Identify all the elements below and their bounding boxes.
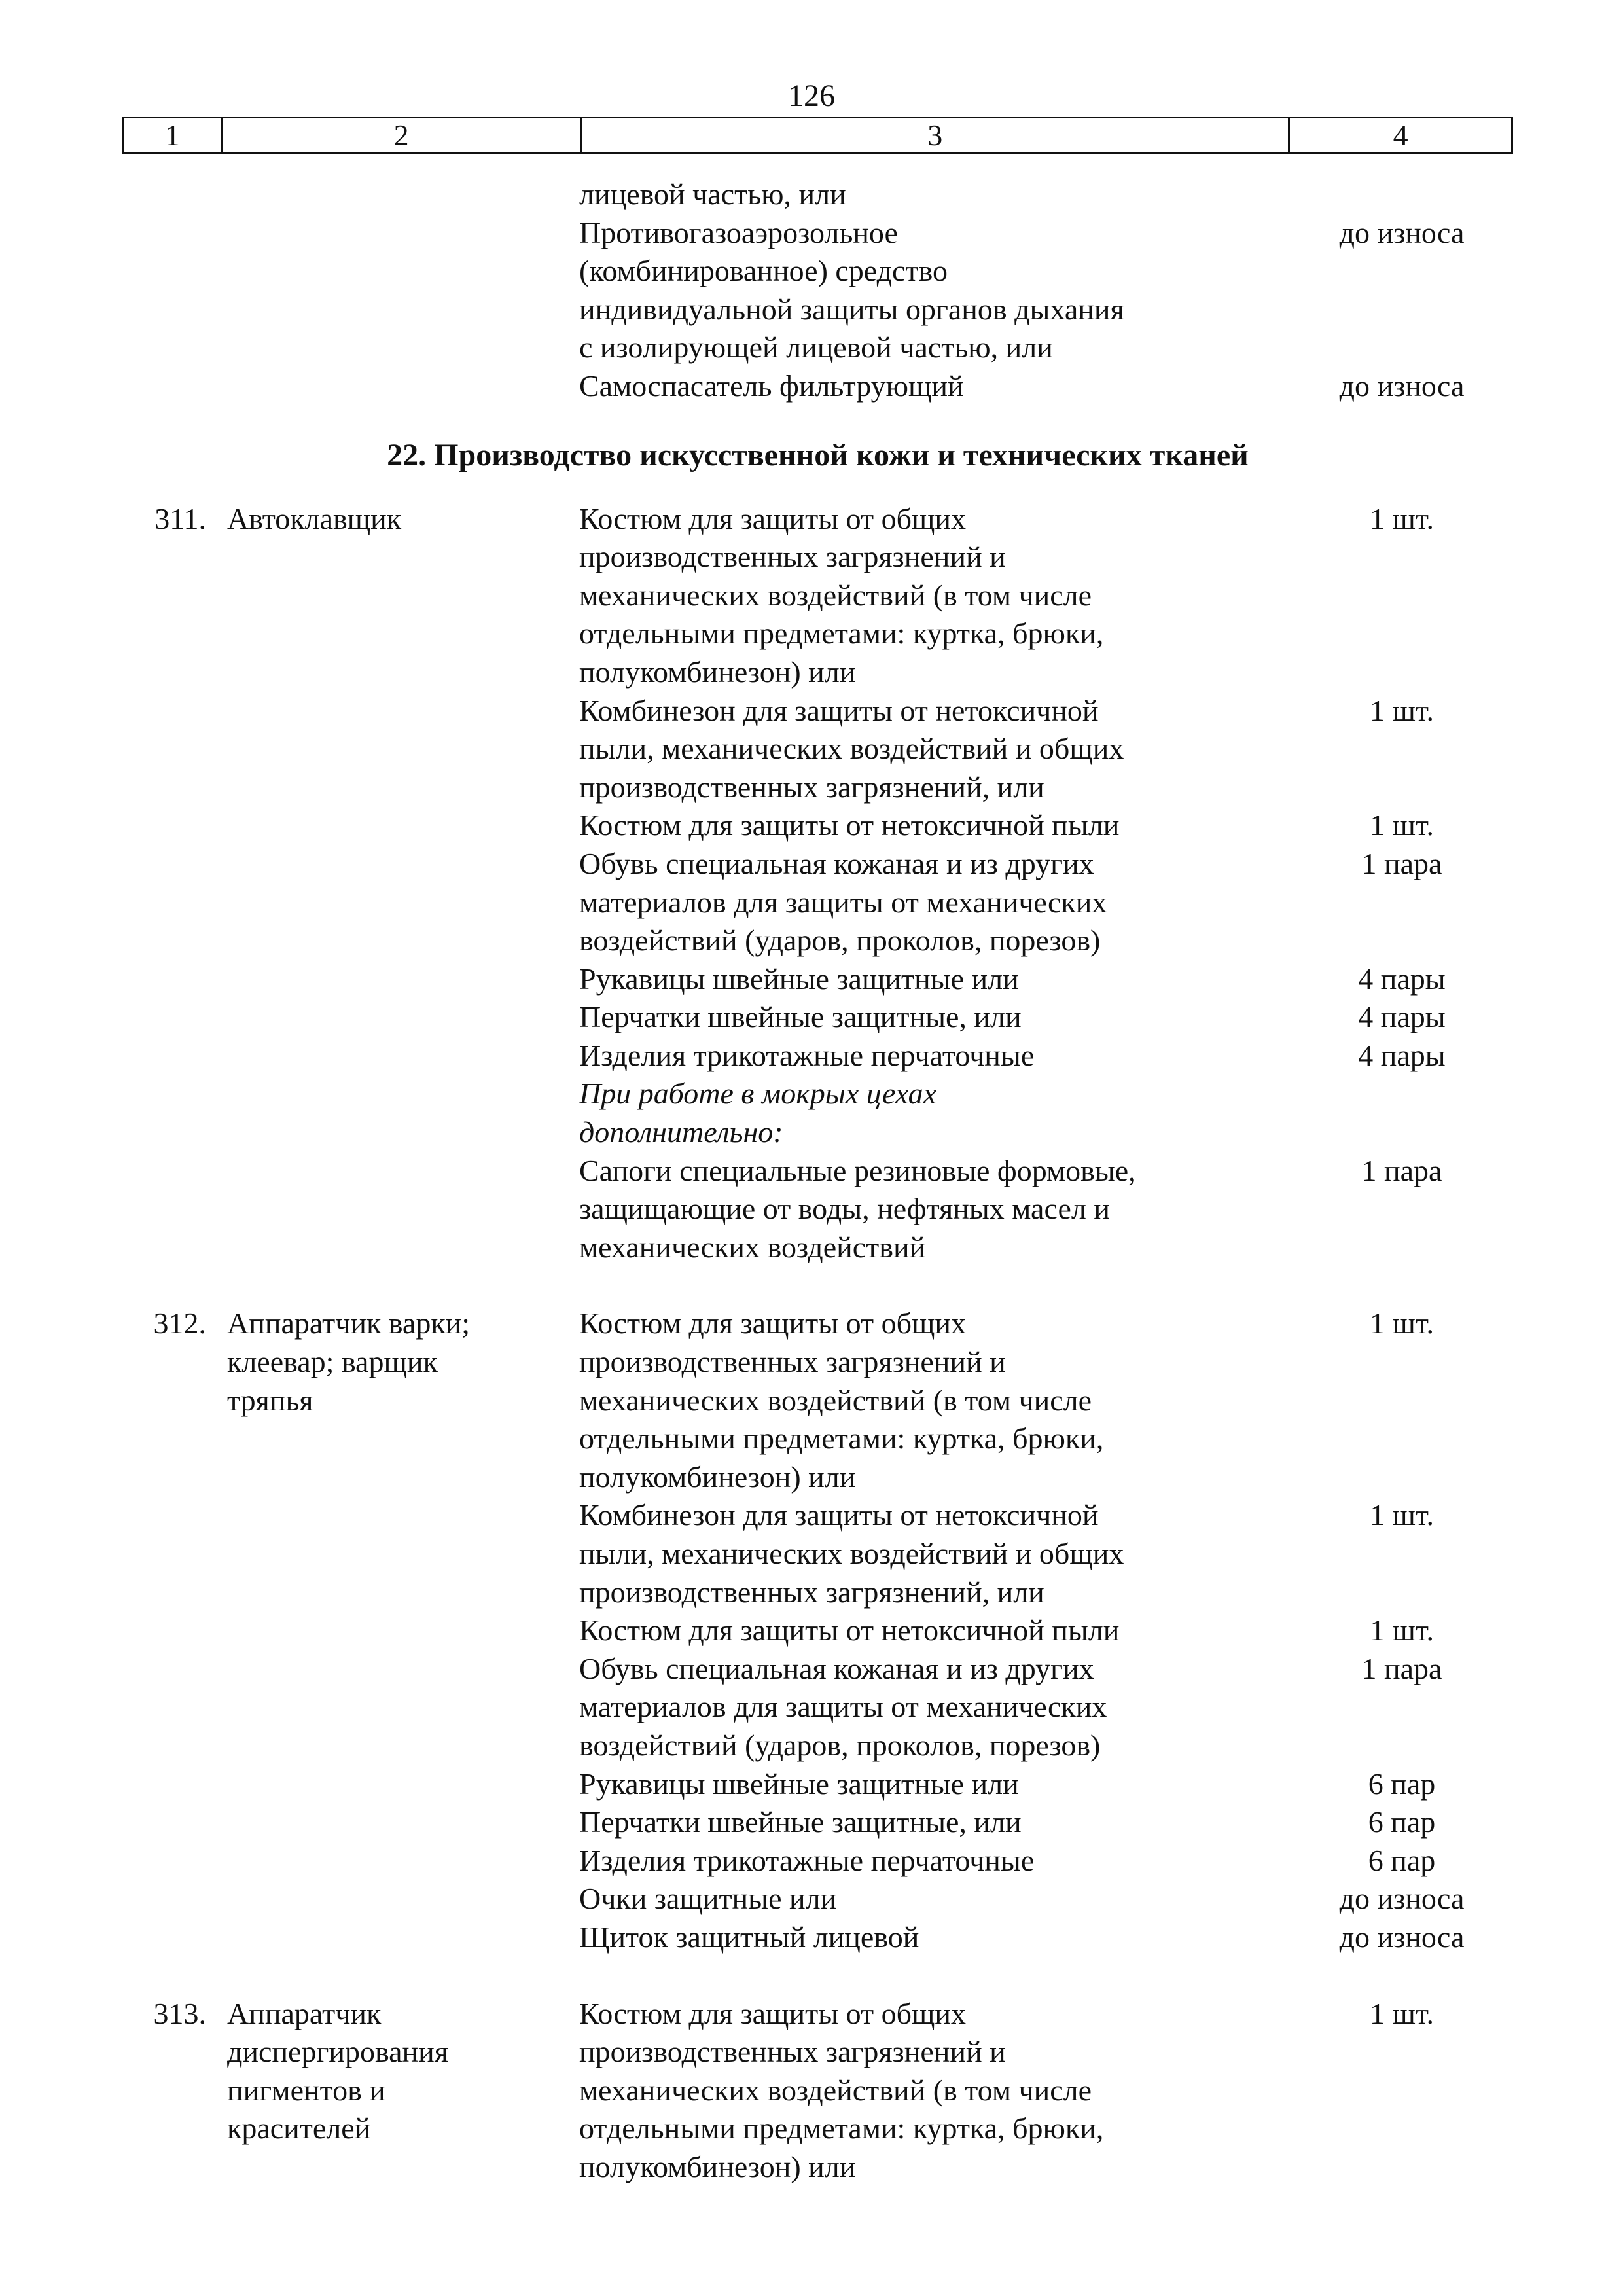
item-text: воздействий (ударов, проколов, порезов) bbox=[579, 1728, 1101, 1762]
item-quantity: 6 пар bbox=[1368, 1767, 1436, 1801]
item-quantity bbox=[1291, 175, 1513, 214]
item-quantity bbox=[1291, 2033, 1513, 2072]
item-text: дополнительно: bbox=[579, 1115, 783, 1149]
item-quantity: 1 пара bbox=[1361, 846, 1442, 880]
item-line bbox=[579, 1650, 1513, 1689]
item-line bbox=[579, 922, 1513, 960]
item-line bbox=[579, 1688, 1513, 1727]
item-quantity bbox=[1291, 730, 1513, 768]
item-line bbox=[579, 291, 1513, 329]
item-line bbox=[579, 1190, 1513, 1229]
item-quantity bbox=[1291, 1420, 1513, 1458]
item-line bbox=[579, 1803, 1513, 1842]
item-text: Комбинезон для защиты от нетоксичной bbox=[579, 693, 1099, 727]
item-line bbox=[579, 1765, 1513, 1804]
item-quantity bbox=[1291, 922, 1513, 960]
item-text: воздействий (ударов, проколов, порезов) bbox=[579, 924, 1101, 958]
item-text: материалов для защиты от механических bbox=[579, 885, 1107, 919]
item-line bbox=[579, 1535, 1513, 1573]
item-text: Рукавицы швейные защитные или bbox=[579, 961, 1019, 996]
item-line bbox=[579, 1304, 1513, 1343]
item-line bbox=[579, 367, 1513, 406]
item-quantity bbox=[1291, 291, 1513, 329]
item-text: отдельными предметами: куртка, брюки, bbox=[579, 617, 1104, 651]
item-quantity bbox=[1291, 1573, 1513, 1612]
entry-title-line: тряпья bbox=[227, 1383, 313, 1417]
item-line bbox=[579, 1075, 1513, 1113]
item-text: Перчатки швейные защитные, или bbox=[579, 1805, 1022, 1839]
item-text: Костюм для защиты от общих bbox=[579, 1996, 967, 2030]
item-quantity: 6 пар bbox=[1368, 1843, 1436, 1877]
item-text: лицевой частью, или bbox=[579, 177, 846, 211]
continued-block bbox=[122, 175, 1513, 406]
item-text: Перчатки швейные защитные, или bbox=[579, 1000, 1022, 1034]
item-line bbox=[579, 214, 1513, 253]
item-line bbox=[579, 1842, 1513, 1880]
entry-title-line: Аппаратчик bbox=[227, 1996, 382, 2030]
item-quantity: 1 шт. bbox=[1369, 1306, 1435, 1340]
item-line bbox=[579, 175, 1513, 214]
item-quantity: 1 шт. bbox=[1369, 1996, 1435, 2030]
item-text: производственных загрязнений, или bbox=[579, 770, 1044, 804]
item-line bbox=[579, 730, 1513, 768]
item-quantity: 1 пара bbox=[1361, 1651, 1442, 1685]
item-quantity bbox=[1291, 1229, 1513, 1267]
item-quantity bbox=[1291, 538, 1513, 577]
entry-row bbox=[122, 500, 1513, 1267]
item-quantity bbox=[1291, 884, 1513, 922]
item-quantity bbox=[1291, 1727, 1513, 1765]
item-line bbox=[579, 1037, 1513, 1075]
column-header-4: 4 bbox=[1289, 118, 1512, 154]
item-text: механических воздействий (в том числе bbox=[579, 2073, 1092, 2107]
entry-items bbox=[579, 1304, 1513, 1956]
entry-title-line: диспергирования bbox=[227, 2035, 448, 2069]
item-quantity: до износа bbox=[1339, 215, 1465, 249]
entry-title-line: Автоклавщик bbox=[227, 501, 402, 535]
item-line bbox=[579, 1113, 1513, 1152]
entry-items bbox=[579, 500, 1513, 1267]
item-quantity bbox=[1291, 653, 1513, 692]
item-line bbox=[579, 500, 1513, 539]
item-quantity: до износа bbox=[1339, 1920, 1465, 1954]
entry-title-line: Аппаратчик варки; bbox=[227, 1306, 471, 1340]
entry-spacer bbox=[122, 1266, 1513, 1304]
item-line bbox=[579, 329, 1513, 367]
item-text: Костюм для защиты от нетоксичной пыли bbox=[579, 1613, 1120, 1647]
item-text: защищающие от воды, нефтяных масел и bbox=[579, 1192, 1110, 1226]
item-quantity bbox=[1291, 252, 1513, 291]
item-line bbox=[579, 1611, 1513, 1650]
item-quantity bbox=[1291, 577, 1513, 615]
item-line bbox=[579, 806, 1513, 845]
item-text: производственных загрязнений, или bbox=[579, 1575, 1044, 1609]
item-quantity: 6 пар bbox=[1368, 1805, 1436, 1839]
item-text: механических воздействий (в том числе bbox=[579, 1383, 1092, 1417]
item-text: Противогазоаэрозольное bbox=[579, 215, 898, 249]
item-line bbox=[579, 884, 1513, 922]
item-text: Изделия трикотажные перчаточные bbox=[579, 1843, 1035, 1877]
item-line bbox=[579, 1727, 1513, 1765]
entry-number: 313. bbox=[153, 1996, 206, 2030]
item-quantity bbox=[1291, 1535, 1513, 1573]
entry-row bbox=[122, 1995, 1513, 2187]
item-quantity bbox=[1291, 768, 1513, 807]
item-quantity bbox=[1291, 2072, 1513, 2110]
document-body bbox=[122, 175, 1513, 2187]
item-text: Рукавицы швейные защитные или bbox=[579, 1767, 1019, 1801]
item-quantity: 1 шт. bbox=[1369, 1498, 1435, 1532]
item-text: производственных загрязнений и bbox=[579, 1345, 1006, 1379]
item-line bbox=[579, 577, 1513, 615]
entry-title bbox=[219, 500, 579, 539]
item-quantity: 4 пары bbox=[1358, 1038, 1446, 1072]
item-text: механических воздействий bbox=[579, 1230, 926, 1264]
entry-items bbox=[579, 1995, 1513, 2187]
item-text: механических воздействий (в том числе bbox=[579, 578, 1092, 612]
item-line bbox=[579, 1918, 1513, 1957]
item-text: (комбинированное) средство bbox=[579, 254, 948, 288]
item-text: полукомбинезон) или bbox=[579, 655, 856, 689]
item-text: с изолирующей лицевой частью, или bbox=[579, 331, 1053, 365]
section-title: 22. Производство искусственной кожи и технических тканей bbox=[387, 437, 1249, 473]
item-text: Костюм для защиты от нетоксичной пыли bbox=[579, 808, 1120, 842]
item-quantity bbox=[1291, 2148, 1513, 2187]
item-text: производственных загрязнений и bbox=[579, 540, 1006, 574]
entry-title bbox=[219, 1995, 579, 2148]
item-text: Щиток защитный лицевой bbox=[579, 1920, 919, 1954]
item-quantity bbox=[1291, 2109, 1513, 2148]
item-line bbox=[579, 1343, 1513, 1382]
item-text: пыли, механических воздействий и общих bbox=[579, 1537, 1124, 1570]
item-quantity: до износа bbox=[1339, 1882, 1465, 1916]
page-number: 126 bbox=[788, 79, 835, 113]
item-quantity bbox=[1291, 1343, 1513, 1382]
item-quantity bbox=[1291, 1113, 1513, 1152]
item-quantity: 4 пары bbox=[1358, 961, 1446, 996]
item-text: отдельными предметами: куртка, брюки, bbox=[579, 1422, 1104, 1456]
item-quantity bbox=[1291, 1688, 1513, 1727]
item-quantity bbox=[1291, 1382, 1513, 1420]
item-quantity bbox=[1291, 615, 1513, 653]
item-text: отдельными предметами: куртка, брюки, bbox=[579, 2111, 1104, 2145]
item-quantity: до износа bbox=[1339, 368, 1465, 403]
item-line bbox=[579, 1458, 1513, 1497]
entry-number: 311. bbox=[154, 501, 206, 535]
item-line bbox=[579, 998, 1513, 1037]
item-quantity: 1 шт. bbox=[1369, 808, 1435, 842]
item-line bbox=[579, 2072, 1513, 2110]
item-quantity bbox=[1291, 1458, 1513, 1497]
item-line bbox=[579, 1382, 1513, 1420]
item-quantity bbox=[1291, 1075, 1513, 1113]
item-line bbox=[579, 1573, 1513, 1612]
item-text: Комбинезон для защиты от нетоксичной bbox=[579, 1498, 1099, 1532]
item-text: Сапоги специальные резиновые формовые, bbox=[579, 1153, 1136, 1187]
item-text: Обувь специальная кожаная и из других bbox=[579, 1651, 1094, 1685]
item-line bbox=[579, 1229, 1513, 1267]
item-text: Костюм для защиты от общих bbox=[579, 1306, 967, 1340]
item-line bbox=[579, 615, 1513, 653]
continued-items bbox=[579, 175, 1513, 406]
item-line bbox=[579, 1496, 1513, 1535]
item-line bbox=[579, 1420, 1513, 1458]
item-text: Обувь специальная кожаная и из других bbox=[579, 846, 1094, 880]
item-line bbox=[579, 2033, 1513, 2072]
column-header-table bbox=[122, 117, 1513, 154]
item-quantity: 1 пара bbox=[1361, 1153, 1442, 1187]
item-text: индивидуальной защиты органов дыхания bbox=[579, 292, 1124, 326]
item-line bbox=[579, 2148, 1513, 2187]
item-quantity: 1 шт. bbox=[1369, 1613, 1435, 1647]
item-line bbox=[579, 653, 1513, 692]
column-header-2: 2 bbox=[222, 118, 581, 154]
item-quantity: 4 пары bbox=[1358, 1000, 1446, 1034]
item-text: материалов для защиты от механических bbox=[579, 1690, 1107, 1724]
entry-number: 312. bbox=[153, 1306, 206, 1340]
item-text: пыли, механических воздействий и общих bbox=[579, 732, 1124, 766]
item-line bbox=[579, 845, 1513, 884]
entries-list bbox=[122, 500, 1513, 2187]
entry-title-line: пигментов и bbox=[227, 2073, 385, 2107]
item-text: Самоспасатель фильтрующий bbox=[579, 368, 964, 403]
item-quantity: 1 шт. bbox=[1369, 693, 1435, 727]
entry-spacer bbox=[122, 1957, 1513, 1995]
item-text: Изделия трикотажные перчаточные bbox=[579, 1038, 1035, 1072]
item-line bbox=[579, 252, 1513, 291]
column-header-3: 3 bbox=[581, 118, 1289, 154]
item-line bbox=[579, 2109, 1513, 2148]
column-header-1: 1 bbox=[124, 118, 222, 154]
item-text: полукомбинезон) или bbox=[579, 1460, 856, 1494]
item-quantity bbox=[1291, 1190, 1513, 1229]
item-text: При работе в мокрых цехах bbox=[579, 1077, 936, 1111]
item-line bbox=[579, 692, 1513, 730]
item-text: Костюм для защиты от общих bbox=[579, 501, 967, 535]
item-line bbox=[579, 1880, 1513, 1918]
item-text: производственных загрязнений и bbox=[579, 2035, 1006, 2069]
item-line bbox=[579, 538, 1513, 577]
entry-title-line: клеевар; варщик bbox=[227, 1345, 438, 1379]
item-line bbox=[579, 1995, 1513, 2034]
entry-row bbox=[122, 1304, 1513, 1956]
item-line bbox=[579, 768, 1513, 807]
item-quantity bbox=[1291, 329, 1513, 367]
item-text: Очки защитные или bbox=[579, 1882, 837, 1916]
item-text: полукомбинезон) или bbox=[579, 2149, 856, 2183]
item-quantity: 1 шт. bbox=[1369, 501, 1435, 535]
entry-title bbox=[219, 1304, 579, 1420]
item-line bbox=[579, 1152, 1513, 1191]
entry-title-line: красителей bbox=[227, 2111, 371, 2145]
item-line bbox=[579, 960, 1513, 999]
